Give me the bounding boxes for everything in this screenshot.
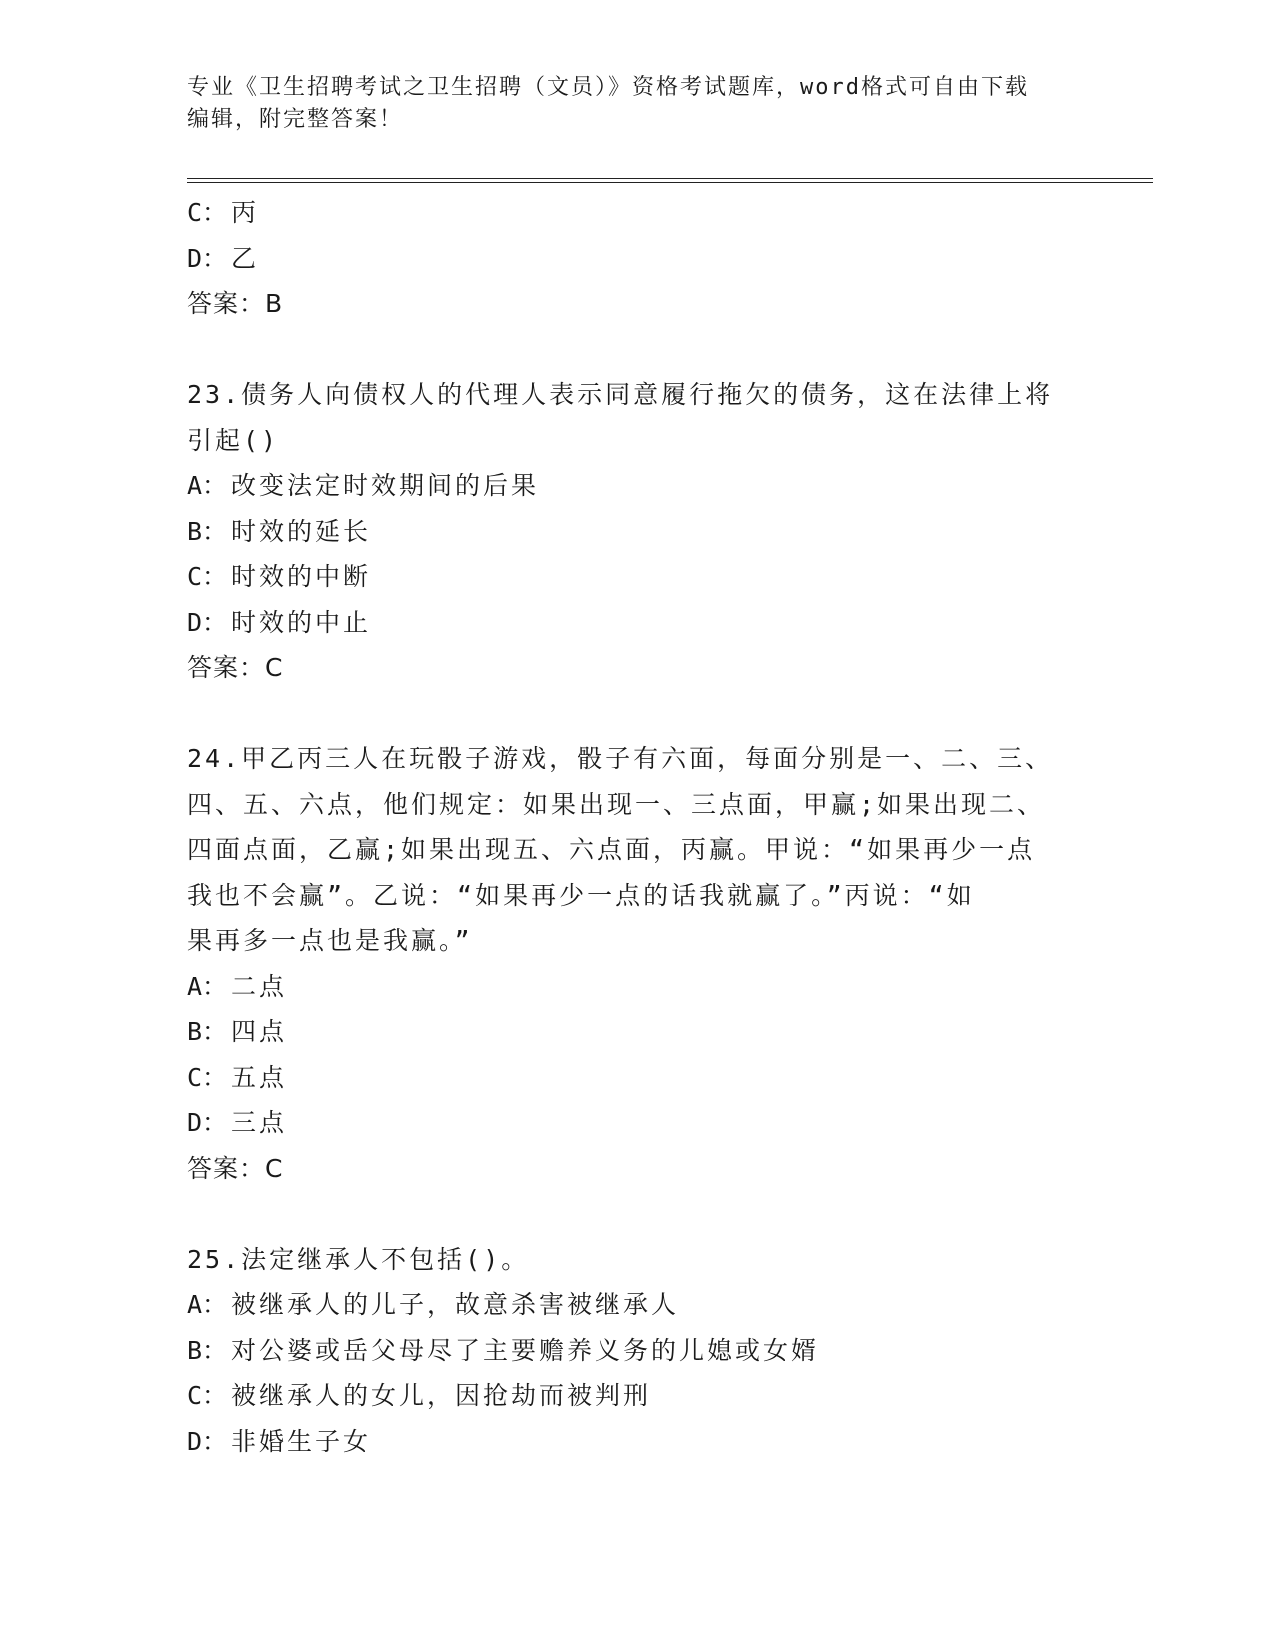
option-letter: A： <box>187 971 228 1001</box>
option-letter: D： <box>187 1108 228 1137</box>
option-a <box>187 1282 1067 1328</box>
option-a <box>187 463 1067 509</box>
option-text: 三点 <box>231 1108 288 1137</box>
spacer <box>187 1191 1067 1237</box>
header-line-1: 专业《卫生招聘考试之卫生招聘（文员）》资格考试题库，word格式可自由下载 <box>187 75 1029 100</box>
question-stem-line: 25.法定继承人不包括()。 <box>187 1244 530 1274</box>
question-24 <box>187 736 1067 1191</box>
option-text: 五点 <box>231 1062 288 1092</box>
question-stem-line: 果再多一点也是我赢。” <box>187 926 473 955</box>
option-letter: C： <box>187 562 228 591</box>
header-divider-bottom <box>187 182 1153 183</box>
option-text: 被继承人的儿子，故意杀害被继承人 <box>231 1290 680 1319</box>
option-text: 非婚生子女 <box>231 1426 372 1456</box>
option-text: 对公婆或岳父母尽了主要赡养义务的儿媳或女婿 <box>231 1335 820 1365</box>
option-letter: A： <box>187 471 228 500</box>
option-c <box>187 554 1067 600</box>
option-letter: A： <box>187 1290 228 1319</box>
question-stem-line: 我也不会赢”。乙说：“如果再少一点的话我就赢了。”丙说：“如 <box>187 880 975 910</box>
option-b <box>187 1328 1067 1374</box>
question-23 <box>187 372 1067 691</box>
option-letter: D： <box>187 607 228 637</box>
option-text: 丙 <box>231 198 260 227</box>
option-text: 被继承人的女儿，因抢劫而被判刑 <box>231 1381 652 1410</box>
question-stem-line: 23.债务人向债权人的代理人表示同意履行拖欠的债务，这在法律上将 <box>187 380 1054 409</box>
option-letter: B： <box>187 1335 228 1365</box>
option-text: 时效的延长 <box>231 516 372 546</box>
option-letter: C： <box>187 198 228 227</box>
option-letter: D： <box>187 1426 228 1456</box>
question-stem-line: 引起() <box>187 425 280 455</box>
option-d <box>187 236 1067 282</box>
document-header <box>187 72 1087 136</box>
option-a <box>187 964 1067 1010</box>
option-b <box>187 1009 1067 1055</box>
answer-line: 答案：B <box>187 289 284 318</box>
option-d <box>187 1419 1067 1465</box>
answer-line: 答案：C <box>187 1153 284 1183</box>
option-text: 乙 <box>231 243 260 273</box>
answer-line: 答案：C <box>187 653 284 682</box>
option-letter: B： <box>187 1017 228 1046</box>
option-c <box>187 1373 1067 1419</box>
option-letter: B： <box>187 516 228 546</box>
option-text: 时效的中止 <box>231 607 372 637</box>
option-text: 时效的中断 <box>231 562 372 591</box>
spacer <box>187 327 1067 373</box>
option-text: 改变法定时效期间的后果 <box>231 471 540 500</box>
option-text: 二点 <box>231 971 288 1001</box>
header-divider-top <box>187 178 1153 179</box>
question-list <box>187 190 1067 1464</box>
option-c <box>187 190 1067 236</box>
spacer <box>187 691 1067 737</box>
option-d <box>187 1100 1067 1146</box>
question-stem-line: 24.甲乙丙三人在玩骰子游戏，骰子有六面，每面分别是一、二、三、 <box>187 744 1054 773</box>
option-letter: C： <box>187 1381 228 1410</box>
question-22-continued <box>187 190 1067 327</box>
option-letter: D： <box>187 243 228 273</box>
question-stem-line: 四面点面，乙赢;如果出现五、六点面，丙赢。甲说：“如果再少一点 <box>187 835 1036 864</box>
question-stem-line: 四、五、六点，他们规定：如果出现一、三点面，甲赢;如果出现二、 <box>187 789 1046 819</box>
option-c <box>187 1055 1067 1101</box>
question-25 <box>187 1237 1067 1465</box>
option-d <box>187 600 1067 646</box>
option-text: 四点 <box>231 1017 288 1046</box>
header-line-2: 编辑，附完整答案！ <box>187 107 404 132</box>
option-b <box>187 509 1067 555</box>
option-letter: C： <box>187 1062 228 1092</box>
